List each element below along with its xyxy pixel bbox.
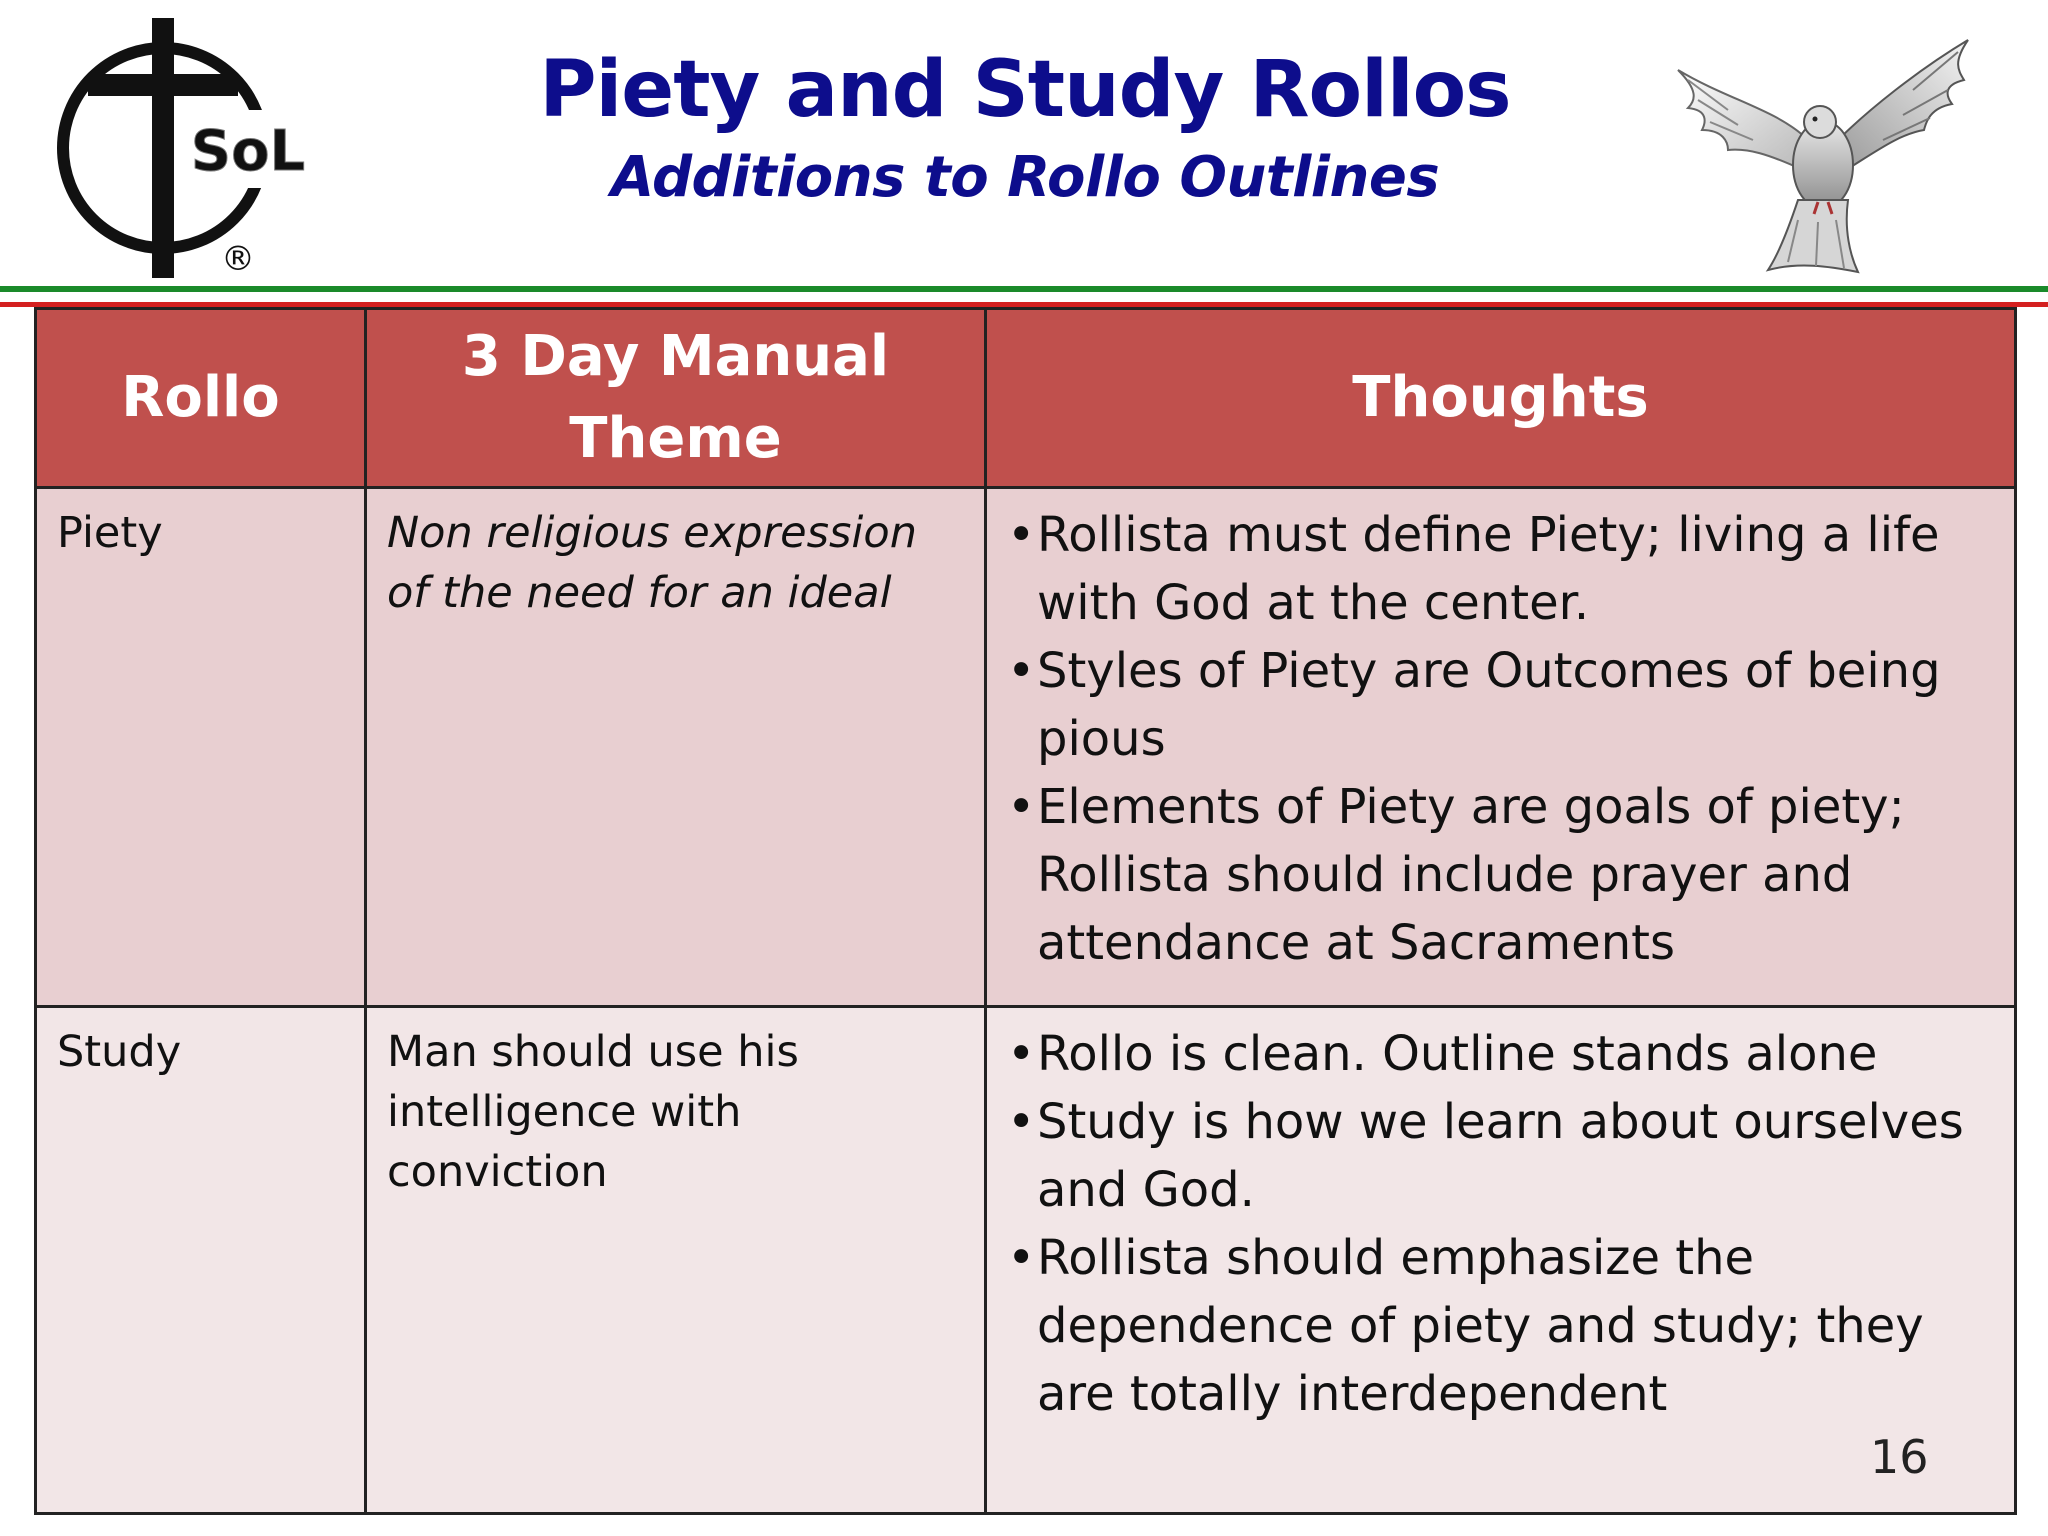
sol-logo	[48, 18, 308, 288]
theme-cell: Non religious expression of the need for an ideal	[366, 488, 986, 1007]
header-thoughts: Thoughts	[986, 309, 2016, 488]
list-item	[1007, 1020, 1994, 1088]
thought-text: Styles of Piety are Outcomes of being pious	[1037, 643, 1941, 767]
table-row	[36, 488, 2016, 1007]
dove-icon	[1668, 30, 1978, 280]
table-header-row	[36, 309, 2016, 488]
thought-text: Study is how we learn about ourselves and God.	[1037, 1094, 1964, 1218]
thoughts-list	[1007, 1020, 1994, 1428]
cross-sol-logo-icon	[48, 18, 308, 288]
bullet-icon: •	[1007, 1026, 1036, 1082]
list-item	[1007, 501, 1994, 637]
title-block	[380, 40, 1670, 216]
rollo-table-container	[34, 307, 2014, 1515]
page-subtitle: Additions to Rollo Outlines	[610, 145, 1440, 210]
rollo-cell: Study	[36, 1007, 366, 1514]
theme-cell: Man should use his intelligence with conviction	[366, 1007, 986, 1514]
logo-text: SoL	[190, 119, 306, 184]
header-theme: 3 Day Manual Theme	[366, 309, 986, 488]
dove-image	[1668, 30, 1978, 280]
header-rollo: Rollo	[36, 309, 366, 488]
thought-text: Elements of Piety are goals of piety; Rollista should include prayer and attendance at Sacraments	[1037, 779, 1905, 971]
thoughts-cell	[986, 488, 2016, 1007]
bullet-icon: •	[1007, 1230, 1036, 1286]
list-item	[1007, 773, 1994, 977]
registered-mark: ®	[221, 239, 255, 279]
bullet-icon: •	[1007, 643, 1036, 699]
bullet-icon: •	[1007, 779, 1036, 835]
table-row	[36, 1007, 2016, 1514]
page-number	[1870, 1430, 1960, 1488]
thoughts-cell	[986, 1007, 2016, 1514]
rollo-cell: Piety	[36, 488, 366, 1007]
bullet-icon: •	[1007, 507, 1036, 563]
thought-text: Rollista should emphasize the dependence of piety and study; they are totally interdependent	[1037, 1230, 1924, 1422]
page-title: Piety and Study Rollos	[539, 45, 1511, 135]
bullet-icon: •	[1007, 1094, 1036, 1150]
thoughts-list	[1007, 501, 1994, 977]
rollo-table	[34, 307, 2017, 1515]
thought-text: Rollista must define Piety; living a life with God at the center.	[1037, 507, 1940, 631]
list-item	[1007, 1088, 1994, 1224]
list-item	[1007, 1224, 1994, 1428]
list-item	[1007, 637, 1994, 773]
page-number-text: 16	[1870, 1430, 1929, 1484]
green-divider	[0, 286, 2048, 292]
thought-text: Rollo is clean. Outline stands alone	[1037, 1026, 1878, 1082]
